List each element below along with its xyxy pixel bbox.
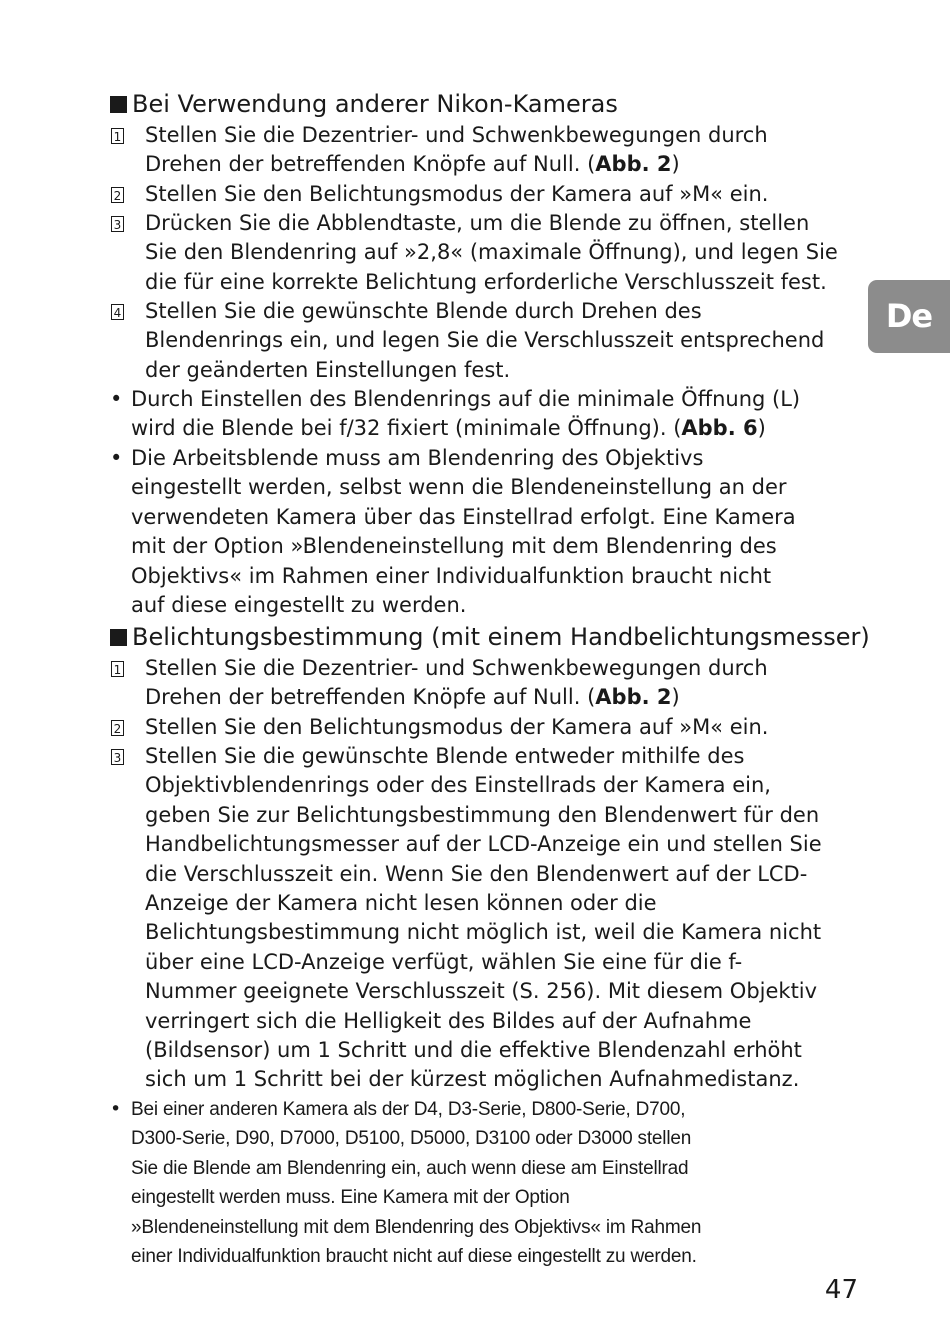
- text-run: ): [671, 152, 680, 177]
- text-line: über eine LCD-Anzeige verfügt, wählen Sie eine für die f-: [145, 949, 743, 974]
- step-text: [145, 180, 870, 209]
- heading-square-icon: [110, 629, 127, 646]
- step-number: 1: [111, 128, 124, 144]
- text-line: Durch Einstellen des Blendenrings auf die minimale Öffnung (L): [131, 387, 801, 411]
- text-line: [131, 414, 861, 443]
- heading-square-icon: [110, 96, 127, 113]
- text-line: verringert sich die Helligkeit des Bildes auf der Aufnahme: [145, 1008, 752, 1033]
- bullet-text: [131, 444, 861, 620]
- step-text: [145, 209, 870, 297]
- section-heading: [110, 622, 870, 652]
- text-line: Belichtungsbestimmung nicht möglich ist, weil die Kamera nicht: [145, 920, 822, 945]
- bullet-text: [131, 1095, 861, 1271]
- text-line: auf diese eingestellt zu werden.: [131, 593, 467, 618]
- step-text: [145, 297, 870, 385]
- text-run: Drehen der betreffenden Knöpfe auf Null. (: [145, 685, 596, 710]
- text-line: eingestellt werden muss. Eine Kamera mit der Option: [131, 1187, 570, 1209]
- text-line: mit der Option »Blendeneinstellung mit dem Blendenring des: [131, 534, 777, 559]
- text-line: die Verschlusszeit ein. Wenn Sie den Blendenwert auf der LCD-: [145, 861, 808, 886]
- figure-reference: Abb. 2: [595, 685, 672, 710]
- step-number: 1: [111, 661, 124, 677]
- text-line: geben Sie zur Belichtungsbestimmung den Blendenwert für den: [145, 802, 820, 827]
- section-heading: [110, 89, 618, 119]
- text-line: der geänderten Einstellungen fest.: [145, 357, 511, 382]
- step-number: 3: [111, 216, 124, 232]
- text-run: Drehen der betreffenden Knöpfe auf Null. (: [145, 152, 596, 177]
- text-line: sich um 1 Schritt bei der kürzest möglichen Aufnahmedistanz.: [145, 1067, 800, 1092]
- text-line: Objektivs« im Rahmen einer Individualfunktion braucht nicht: [131, 563, 772, 588]
- text-line: Stellen Sie die Dezentrier- und Schwenkbewegungen durch: [145, 656, 768, 680]
- text-line: Handbelichtungsmesser auf der LCD-Anzeige ein und stellen Sie: [145, 832, 822, 857]
- bullet-icon: •: [110, 446, 123, 470]
- text-line: verwendeten Kamera über das Einstellrad erfolgt. Eine Kamera: [131, 504, 796, 529]
- text-line: Die Arbeitsblende muss am Blendenring des Objektivs: [131, 446, 704, 470]
- bullet-text: [131, 385, 861, 444]
- bullet-icon: •: [110, 1098, 122, 1120]
- text-line: Sie die Blende am Blendenring ein, auch wenn diese am Einstellrad: [131, 1157, 689, 1179]
- page-number: 47: [824, 1275, 858, 1305]
- language-tab: [868, 280, 950, 353]
- text-line: [145, 683, 870, 712]
- figure-reference: Abb. 2: [595, 152, 672, 177]
- text-line: Stellen Sie den Belichtungsmodus der Kamera auf »M« ein.: [145, 715, 769, 739]
- text-line: Bei einer anderen Kamera als der D4, D3-Serie, D800-Serie, D700,: [131, 1099, 686, 1120]
- heading-text: Belichtungsbestimmung (mit einem Handbelichtungsmesser): [132, 623, 870, 651]
- text-line: »Blendeneinstellung mit dem Blendenring des Objektivs« im Rahmen: [131, 1216, 702, 1238]
- text-line: Drücken Sie die Abblendtaste, um die Blende zu öffnen, stellen: [145, 211, 810, 235]
- step-text: [145, 742, 870, 1095]
- text-line: Stellen Sie die Dezentrier- und Schwenkbewegungen durch: [145, 123, 768, 147]
- text-line: Objektivblendenrings oder des Einstellrads der Kamera ein,: [145, 773, 771, 798]
- text-line: [145, 150, 870, 179]
- step-number: 2: [111, 187, 124, 203]
- text-run: wird die Blende bei f/32 fixiert (minimale Öffnung). (: [131, 416, 682, 441]
- text-line: einer Individualfunktion braucht nicht auf diese eingestellt zu werden.: [131, 1246, 697, 1268]
- text-line: D300-Serie, D90, D7000, D5100, D5000, D3100 oder D3000 stellen: [131, 1128, 692, 1150]
- text-line: Blendenrings ein, und legen Sie die Verschlusszeit entsprechend: [145, 328, 825, 353]
- text-line: Stellen Sie die gewünschte Blende durch Drehen des: [145, 299, 702, 323]
- text-line: (Bildsensor) um 1 Schritt und die effektive Blendenzahl erhöht: [145, 1038, 802, 1063]
- text-line: eingestellt werden, selbst wenn die Blendeneinstellung an der: [131, 475, 787, 500]
- step-text: [145, 654, 870, 713]
- text-line: Nummer geeignete Verschlusszeit (S. 256). Mit diesem Objektiv: [145, 979, 818, 1004]
- step-text: [145, 121, 870, 180]
- step-number: 4: [111, 304, 124, 320]
- text-line: Stellen Sie den Belichtungsmodus der Kamera auf »M« ein.: [145, 182, 769, 206]
- text-line: die für eine korrekte Belichtung erforderliche Verschlusszeit fest.: [145, 269, 827, 294]
- text-line: Stellen Sie die gewünschte Blende entweder mithilfe des: [145, 744, 745, 768]
- language-tab-label: De: [885, 297, 933, 335]
- step-number: 3: [111, 749, 124, 765]
- step-number: 2: [111, 720, 124, 736]
- text-line: Anzeige der Kamera nicht lesen können oder die: [145, 891, 657, 916]
- bullet-icon: •: [110, 387, 123, 411]
- figure-reference: Abb. 6: [681, 416, 758, 441]
- heading-text: Bei Verwendung anderer Nikon-Kameras: [132, 90, 618, 118]
- text-run: ): [671, 685, 680, 710]
- step-text: [145, 713, 870, 742]
- text-run: ): [757, 416, 766, 441]
- text-line: Sie den Blendenring auf »2,8« (maximale Öffnung), und legen Sie: [145, 240, 838, 265]
